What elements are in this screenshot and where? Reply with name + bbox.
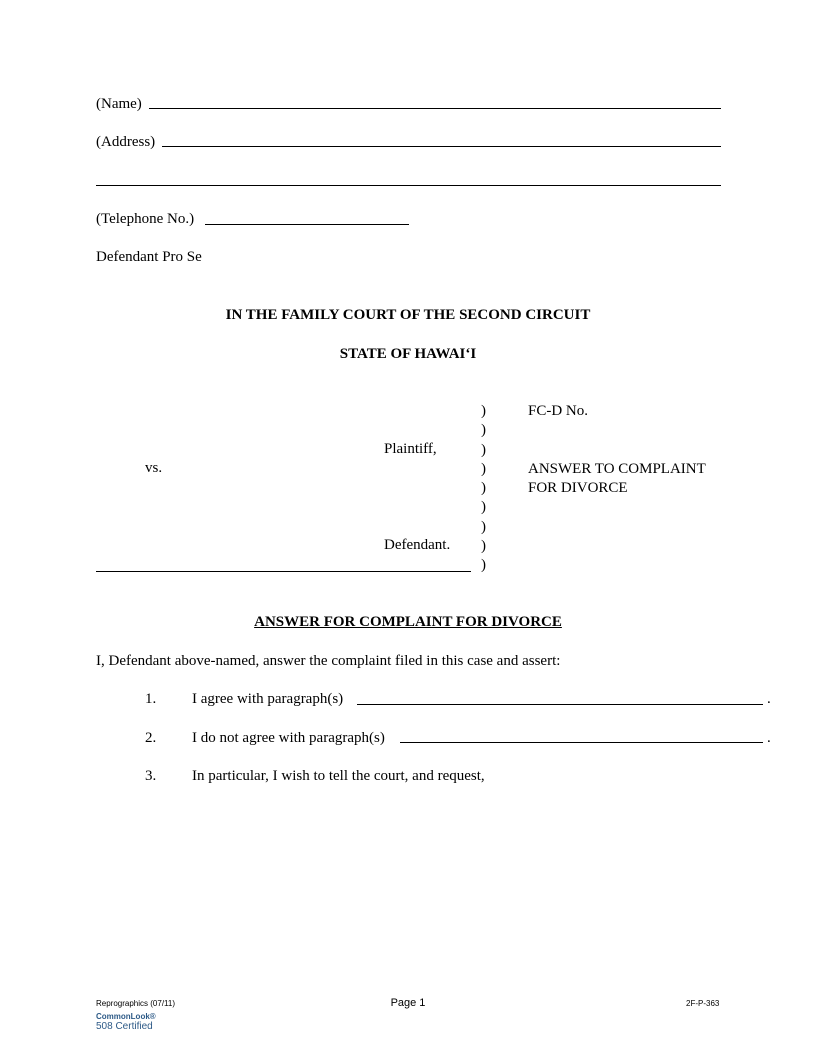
document-title-line2: FOR DIVORCE bbox=[528, 480, 628, 496]
agree-paragraphs-line[interactable] bbox=[357, 704, 763, 705]
commonlook-certification: 508 Certified bbox=[96, 1021, 153, 1032]
court-state: STATE OF HAWAI‘I bbox=[339, 346, 477, 362]
caption-paren: ) bbox=[481, 518, 486, 535]
commonlook-badge bbox=[96, 1012, 156, 1032]
caption-paren: ) bbox=[481, 441, 486, 458]
commonlook-brand: CommonLook® bbox=[96, 1012, 156, 1021]
court-name: IN THE FAMILY COURT OF THE SECOND CIRCUIT bbox=[225, 307, 591, 323]
caption-paren: ) bbox=[481, 538, 486, 555]
disagree-paragraphs-line[interactable] bbox=[400, 742, 763, 743]
answer-heading: ANSWER FOR COMPLAINT FOR DIVORCE bbox=[254, 614, 562, 630]
footer-page-number: Page 1 bbox=[390, 997, 426, 1009]
name-label: (Name) bbox=[96, 96, 142, 112]
item-3-text: In particular, I wish to tell the court, and request, bbox=[192, 768, 485, 784]
item-2-period: . bbox=[767, 730, 771, 746]
caption-paren: ) bbox=[481, 480, 486, 497]
item-3-number: 3. bbox=[145, 768, 157, 784]
address-field-line-2[interactable] bbox=[96, 185, 721, 186]
footer-form-number: 2F-P-363 bbox=[686, 999, 720, 1008]
party-role: Defendant Pro Se bbox=[96, 249, 202, 265]
caption-paren: ) bbox=[481, 460, 486, 477]
defendant-name-line[interactable] bbox=[96, 571, 471, 572]
case-number-label: FC-D No. bbox=[528, 403, 589, 419]
item-1-number: 1. bbox=[145, 691, 157, 707]
caption-paren: ) bbox=[481, 557, 486, 574]
caption-paren: ) bbox=[481, 403, 486, 419]
address-label: (Address) bbox=[96, 134, 156, 150]
item-1-period: . bbox=[767, 691, 771, 707]
caption-paren: ) bbox=[481, 499, 486, 516]
plaintiff-label: Plaintiff, bbox=[384, 441, 437, 457]
telephone-field-line[interactable] bbox=[205, 224, 409, 225]
address-field-line[interactable] bbox=[162, 146, 721, 147]
item-2-text: I do not agree with paragraph(s) bbox=[192, 730, 385, 746]
telephone-label: (Telephone No.) bbox=[96, 211, 195, 227]
footer-reprographics: Reprographics (07/11) bbox=[96, 999, 176, 1008]
caption-paren: ) bbox=[481, 422, 486, 439]
defendant-label: Defendant. bbox=[384, 537, 451, 553]
caption-paren-column bbox=[481, 402, 486, 576]
document-title-line1: ANSWER TO COMPLAINT bbox=[528, 461, 706, 477]
intro-paragraph: I, Defendant above-named, answer the complaint filed in this case and assert: bbox=[96, 653, 561, 669]
item-1-text: I agree with paragraph(s) bbox=[192, 691, 344, 707]
name-field-line[interactable] bbox=[149, 108, 721, 109]
item-2-number: 2. bbox=[145, 730, 157, 746]
vs-label: vs. bbox=[145, 460, 163, 476]
